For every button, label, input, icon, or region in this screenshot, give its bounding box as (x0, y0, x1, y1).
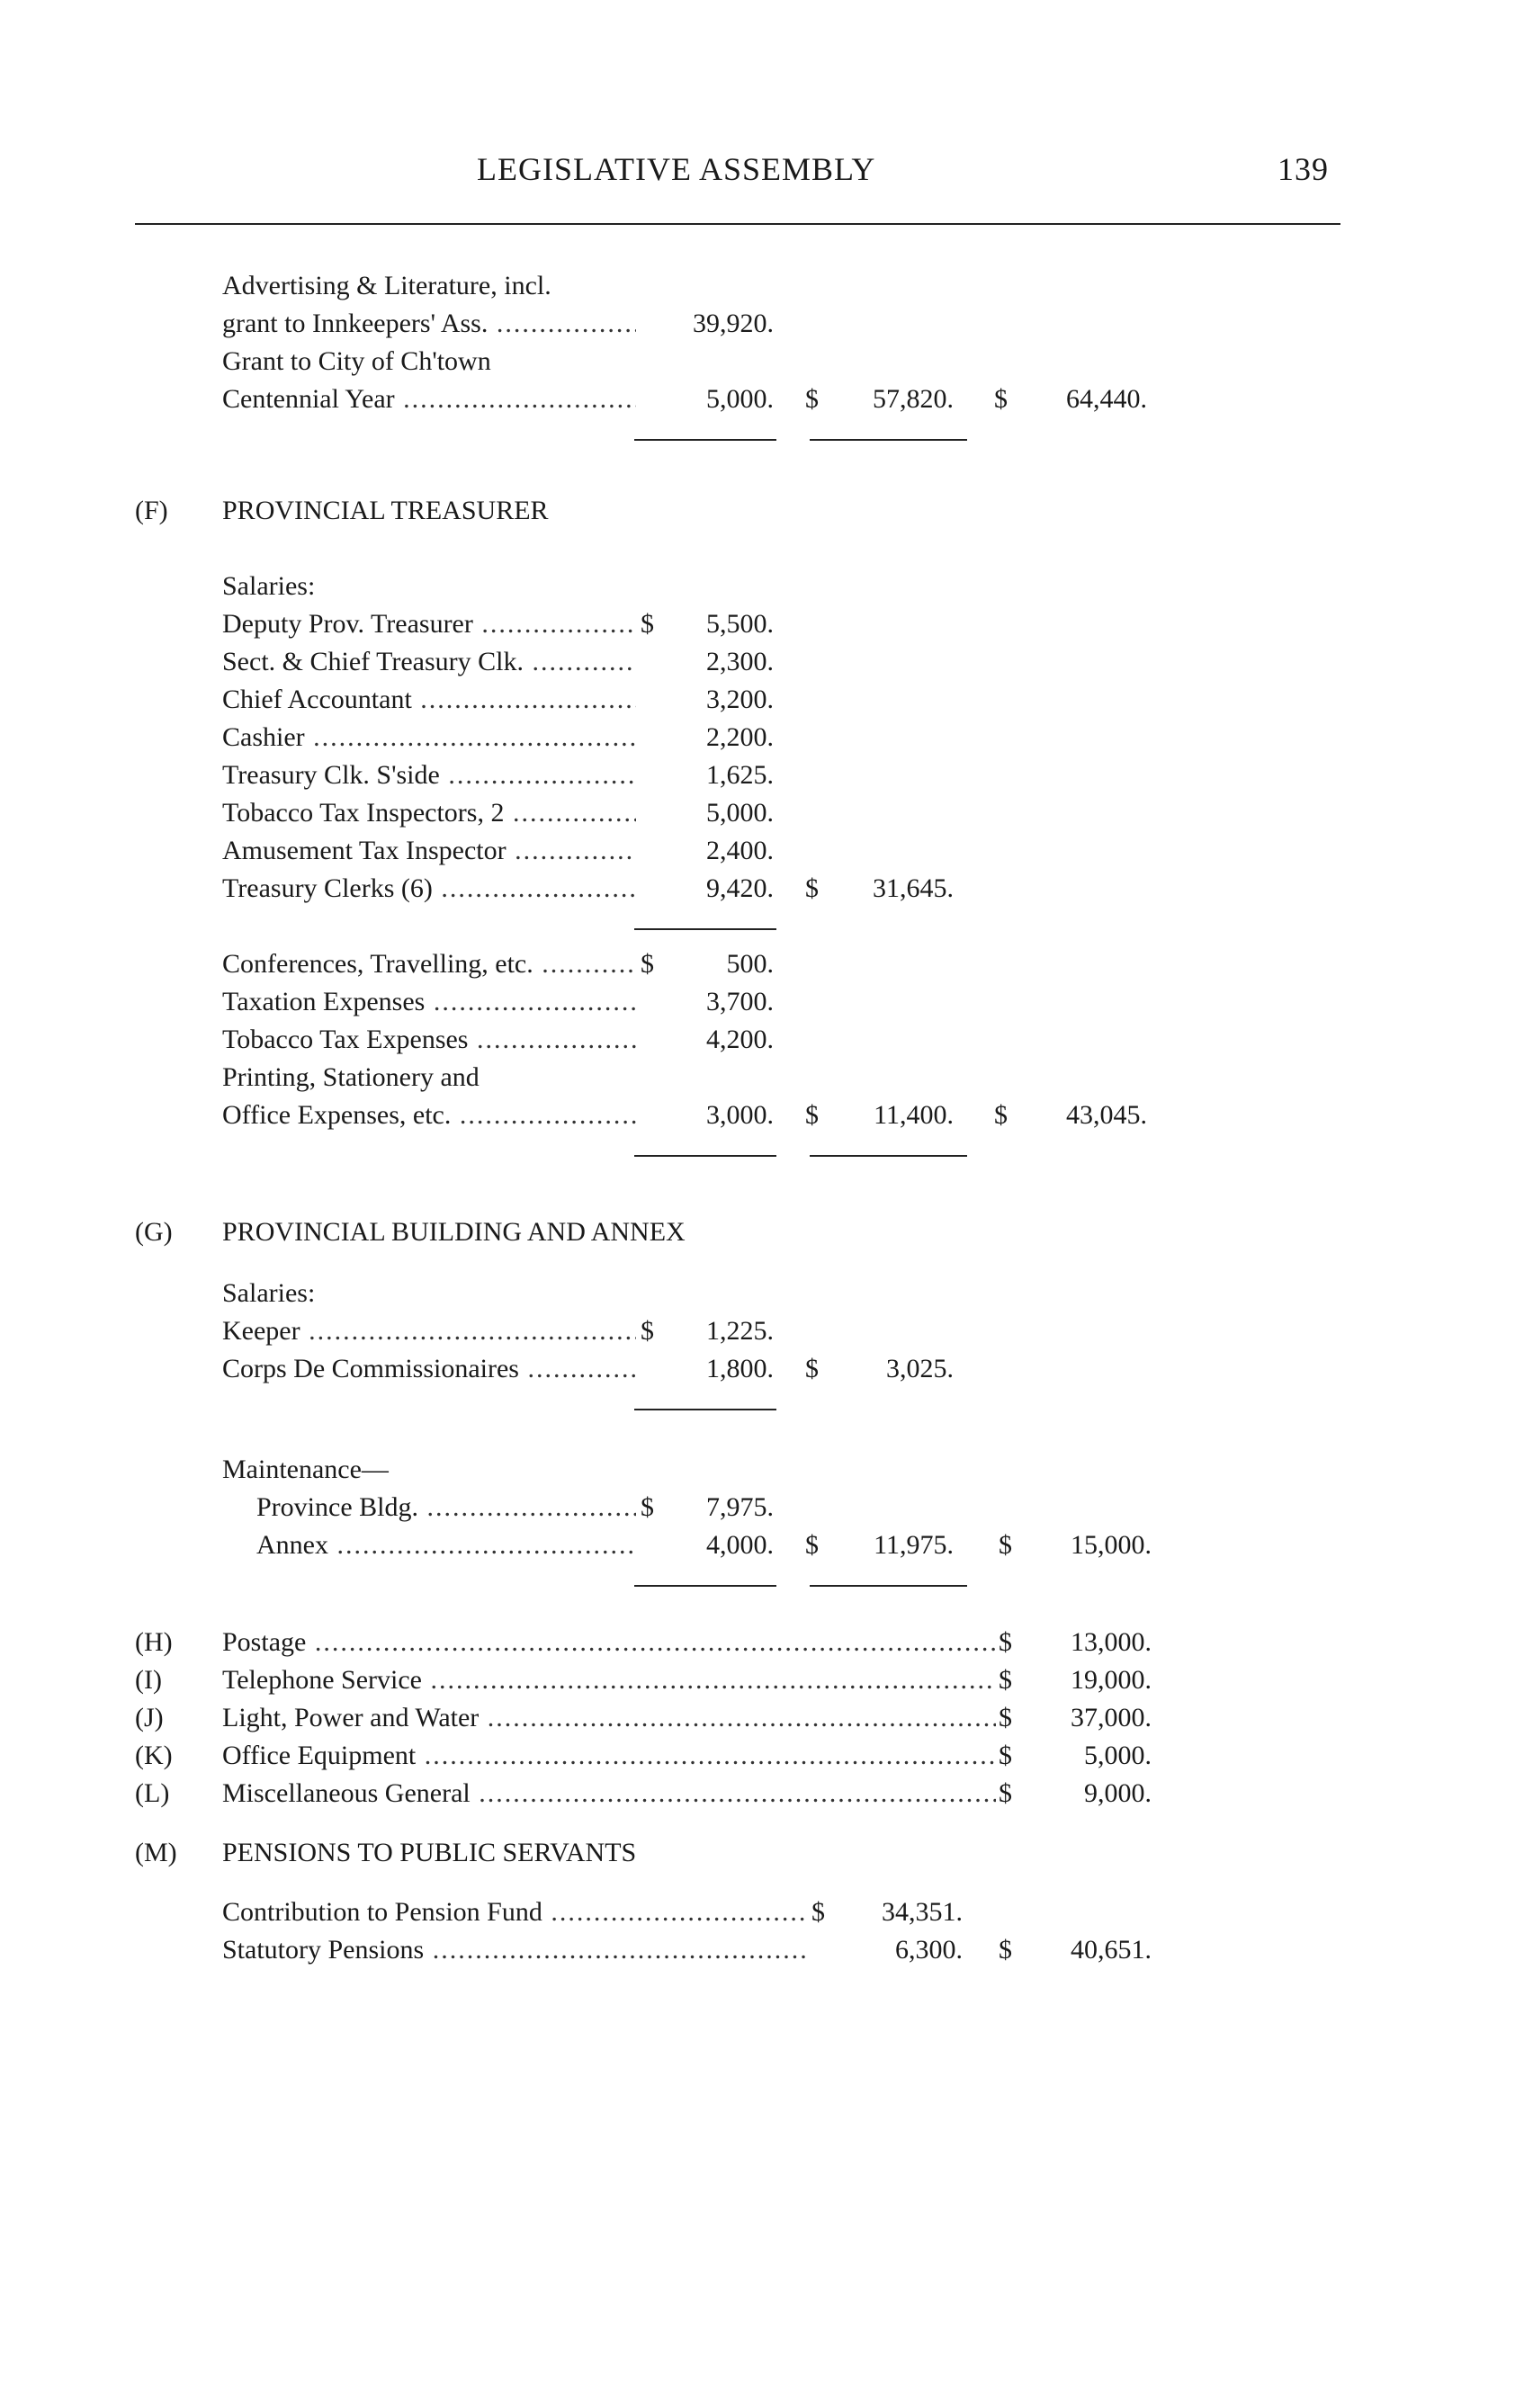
sum-rule (810, 1155, 967, 1157)
total-value: 64,440. (1066, 384, 1147, 414)
sum-rule (634, 1585, 776, 1587)
item-value: 500. (726, 949, 774, 979)
dollar-sign: $ (805, 873, 819, 903)
item-label: Tobacco Tax Expenses ..... (222, 1022, 636, 1058)
dollar-sign: $ (999, 1530, 1012, 1560)
total-value: 13,000. (1071, 1627, 1152, 1657)
item-label: grant to Innkeepers' Ass. ..... (222, 306, 636, 342)
dollar-sign: $ (641, 949, 654, 979)
item-value: 5,000. (706, 798, 774, 828)
item-value: 3,700. (706, 987, 774, 1016)
item-label: Office Equipment ..... (222, 1738, 996, 1774)
item-value: 1,800. (706, 1354, 774, 1383)
page-title: LEGISLATIVE ASSEMBLY (477, 151, 876, 187)
header-rule (135, 223, 1340, 225)
item-value: 4,000. (706, 1530, 774, 1560)
section-letter: (K) (135, 1741, 173, 1770)
dollar-sign: $ (811, 1897, 825, 1927)
item-label: Treasury Clerks (6) ..... (222, 871, 636, 907)
item-label: Corps De Commissionaires ..... (222, 1351, 636, 1387)
item-value: 9,420. (706, 873, 774, 903)
total-value: 9,000. (1084, 1778, 1152, 1808)
section-title: PROVINCIAL BUILDING AND ANNEX (222, 1217, 686, 1247)
section-title: PROVINCIAL TREASURER (222, 496, 549, 525)
page-number: 139 (1277, 151, 1329, 187)
dollar-sign: $ (994, 384, 1008, 414)
item-label: Province Bldg. ..... (256, 1490, 636, 1526)
subheading: Maintenance— (222, 1455, 389, 1484)
sum-rule (810, 1585, 967, 1587)
item-label: Postage ..... (222, 1625, 996, 1661)
subheading: Salaries: (222, 1278, 316, 1308)
item-label: Taxation Expenses ..... (222, 984, 636, 1020)
subtotal-value: 31,645. (873, 873, 954, 903)
item-label: Keeper ..... (222, 1313, 636, 1349)
item-value: 2,200. (706, 722, 774, 752)
dollar-sign: $ (641, 1492, 654, 1522)
item-value: 5,000. (706, 384, 774, 414)
item-value: 6,300. (895, 1935, 963, 1965)
dollar-sign: $ (999, 1665, 1012, 1695)
total-value: 37,000. (1071, 1703, 1152, 1732)
section-letter: (F) (135, 496, 168, 525)
total-value: 19,000. (1071, 1665, 1152, 1695)
item-label: Cashier ..... (222, 720, 636, 756)
section-title: PENSIONS TO PUBLIC SERVANTS (222, 1838, 637, 1867)
dollar-sign: $ (805, 1354, 819, 1383)
subtotal-value: 11,400. (874, 1100, 954, 1130)
item-value: 7,975. (706, 1492, 774, 1522)
item-label: Contribution to Pension Fund ..... (222, 1894, 807, 1930)
dollar-sign: $ (994, 1100, 1008, 1130)
total-value: 43,045. (1066, 1100, 1147, 1130)
section-letter: (L) (135, 1778, 170, 1808)
item-label: Miscellaneous General ..... (222, 1776, 996, 1812)
section-letter: (I) (135, 1665, 162, 1695)
sum-rule (810, 439, 967, 441)
dollar-sign: $ (999, 1703, 1012, 1732)
sum-rule (634, 439, 776, 441)
item-value: 3,000. (706, 1100, 774, 1130)
item-label: Amusement Tax Inspector ..... (222, 833, 636, 869)
subtotal-value: 57,820. (873, 384, 954, 414)
item-label: Centennial Year ..... (222, 381, 636, 417)
item-value: 34,351. (882, 1897, 963, 1927)
sum-rule (634, 1409, 776, 1410)
item-label: Tobacco Tax Inspectors, 2 ..... (222, 795, 636, 831)
item-label: Telephone Service ..... (222, 1662, 996, 1698)
section-letter: (G) (135, 1217, 173, 1247)
dollar-sign: $ (999, 1935, 1012, 1965)
section-letter: (M) (135, 1838, 177, 1867)
section-letter: (H) (135, 1627, 173, 1657)
dollar-sign: $ (641, 609, 654, 639)
dollar-sign: $ (999, 1627, 1012, 1657)
item-label: Sect. & Chief Treasury Clk. ..... (222, 644, 636, 680)
item-label: Treasury Clk. S'side ..... (222, 757, 636, 793)
item-value: 39,920. (693, 309, 774, 338)
item-value: 4,200. (706, 1025, 774, 1054)
item-label: Office Expenses, etc. ..... (222, 1097, 636, 1133)
dollar-sign: $ (999, 1741, 1012, 1770)
dollar-sign: $ (805, 1530, 819, 1560)
sum-rule (634, 928, 776, 930)
item-value: 2,300. (706, 647, 774, 676)
sum-rule (634, 1155, 776, 1157)
dollar-sign: $ (805, 384, 819, 414)
subtotal-value: 11,975. (874, 1530, 954, 1560)
item-label: Chief Accountant ..... (222, 682, 636, 718)
subtotal-value: 3,025. (886, 1354, 954, 1383)
dollar-sign: $ (999, 1778, 1012, 1808)
item-value: 3,200. (706, 685, 774, 714)
dollar-sign: $ (805, 1100, 819, 1130)
total-value: 40,651. (1071, 1935, 1152, 1965)
subheading: Salaries: (222, 571, 316, 601)
section-letter: (J) (135, 1703, 164, 1732)
item-value: 1,225. (706, 1316, 774, 1346)
total-value: 15,000. (1071, 1530, 1152, 1560)
dollar-sign: $ (641, 1316, 654, 1346)
item-label: Annex ..... (256, 1527, 636, 1563)
item-value: 2,400. (706, 836, 774, 865)
line-text: Advertising & Literature, incl. (222, 271, 551, 300)
item-label: Deputy Prov. Treasurer ..... (222, 606, 636, 642)
line-text: Grant to City of Ch'town (222, 346, 491, 376)
line-text: Printing, Stationery and (222, 1062, 480, 1092)
total-value: 5,000. (1084, 1741, 1152, 1770)
item-value: 5,500. (706, 609, 774, 639)
item-label: Light, Power and Water ..... (222, 1700, 996, 1736)
item-label: Conferences, Travelling, etc. ..... (222, 946, 636, 982)
item-value: 1,625. (706, 760, 774, 790)
item-label: Statutory Pensions ..... (222, 1932, 807, 1968)
